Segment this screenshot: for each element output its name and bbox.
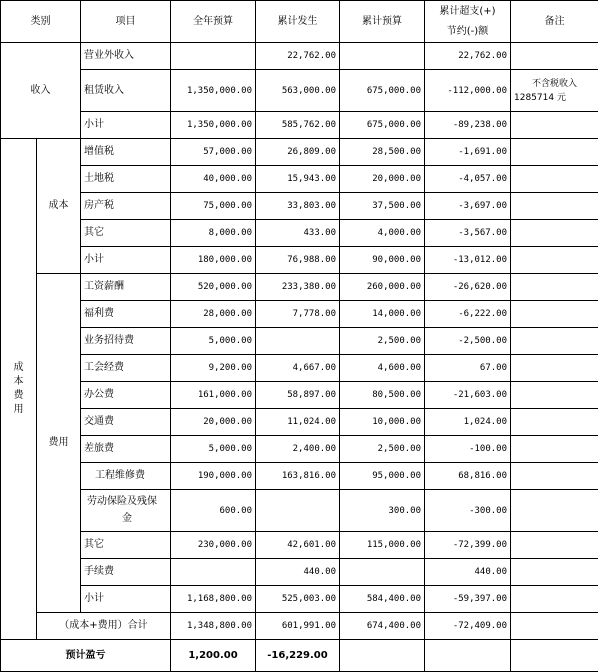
row-item: 租赁收入 — [81, 70, 171, 112]
row-item: 小计 — [81, 247, 171, 274]
row-actual: 58,897.00 — [256, 382, 340, 409]
row-remark — [511, 193, 598, 220]
table-row — [1, 559, 598, 586]
row-budget: 80,500.00 — [340, 382, 425, 409]
row-remark — [511, 586, 598, 613]
row-annual: 20,000.00 — [171, 409, 256, 436]
row-annual: 190,000.00 — [171, 463, 256, 490]
row-annual: 161,000.00 — [171, 382, 256, 409]
row-item — [81, 490, 171, 532]
row-annual: 57,000.00 — [171, 139, 256, 166]
row-variance: 67.00 — [425, 355, 511, 382]
total-annual: 1,348,800.00 — [171, 613, 256, 640]
row-budget: 675,000.00 — [340, 112, 425, 139]
row-actual: 440.00 — [256, 559, 340, 586]
row-variance: 68,816.00 — [425, 463, 511, 490]
table-row — [1, 436, 598, 463]
row-item: 手续费 — [81, 559, 171, 586]
table-row — [1, 112, 598, 139]
row-actual: 433.00 — [256, 220, 340, 247]
cost-expense-char: 费 — [13, 390, 24, 401]
row-actual — [256, 328, 340, 355]
row-item: 土地税 — [81, 166, 171, 193]
header-cumulative-budget: 累计预算 — [340, 1, 425, 43]
row-budget: 4,600.00 — [340, 355, 425, 382]
profit-remark — [511, 640, 598, 672]
row-annual: 1,350,000.00 — [171, 70, 256, 112]
row-item: 业务招待费 — [81, 328, 171, 355]
row-budget: 95,000.00 — [340, 463, 425, 490]
row-remark — [511, 43, 598, 70]
total-actual: 601,991.00 — [256, 613, 340, 640]
row-budget: 2,500.00 — [340, 328, 425, 355]
table-row — [1, 328, 598, 355]
table-row — [1, 613, 598, 640]
row-item: 小计 — [81, 112, 171, 139]
row-actual: 7,778.00 — [256, 301, 340, 328]
remark-line2: 1285714 元 — [514, 92, 566, 103]
row-variance: -21,603.00 — [425, 382, 511, 409]
row-item: 福利费 — [81, 301, 171, 328]
row-item: 营业外收入 — [81, 43, 171, 70]
row-remark — [511, 490, 598, 532]
row-budget: 37,500.00 — [340, 193, 425, 220]
row-variance: -3,697.00 — [425, 193, 511, 220]
profit-variance — [425, 640, 511, 672]
row-remark — [511, 139, 598, 166]
table-row — [1, 220, 598, 247]
row-remark — [511, 220, 598, 247]
header-row — [1, 1, 598, 43]
profit-label: 预计盈亏 — [1, 640, 171, 672]
row-actual: 525,003.00 — [256, 586, 340, 613]
row-variance: -300.00 — [425, 490, 511, 532]
row-actual: 4,667.00 — [256, 355, 340, 382]
total-label: （成本+费用）合计 — [37, 613, 171, 640]
row-budget — [340, 43, 425, 70]
row-variance: 22,762.00 — [425, 43, 511, 70]
row-actual — [256, 490, 340, 532]
row-variance: -3,567.00 — [425, 220, 511, 247]
row-remark — [511, 559, 598, 586]
row-actual: 26,809.00 — [256, 139, 340, 166]
row-budget: 4,000.00 — [340, 220, 425, 247]
row-remark — [511, 436, 598, 463]
row-actual: 42,601.00 — [256, 532, 340, 559]
header-variance-line1: 累计超支(+) — [439, 5, 496, 17]
row-remark — [511, 409, 598, 436]
row-actual: 585,762.00 — [256, 112, 340, 139]
row-remark — [511, 328, 598, 355]
row-variance: -6,222.00 — [425, 301, 511, 328]
row-annual: 28,000.00 — [171, 301, 256, 328]
row-item: 小计 — [81, 586, 171, 613]
row-actual: 163,816.00 — [256, 463, 340, 490]
row-actual: 563,000.00 — [256, 70, 340, 112]
row-remark — [511, 247, 598, 274]
cost-expense-char: 成 — [13, 362, 24, 373]
row-annual: 75,000.00 — [171, 193, 256, 220]
row-budget: 260,000.00 — [340, 274, 425, 301]
row-actual: 15,943.00 — [256, 166, 340, 193]
row-annual — [171, 559, 256, 586]
header-item: 项目 — [81, 1, 171, 43]
row-annual: 9,200.00 — [171, 355, 256, 382]
row-annual: 600.00 — [171, 490, 256, 532]
row-budget: 584,400.00 — [340, 586, 425, 613]
row-item: 交通费 — [81, 409, 171, 436]
table-row — [1, 382, 598, 409]
row-budget: 28,500.00 — [340, 139, 425, 166]
row-remark — [511, 70, 598, 112]
cost-expense-char: 用 — [13, 404, 24, 415]
table-row — [1, 586, 598, 613]
row-variance: 440.00 — [425, 559, 511, 586]
table-row — [1, 139, 598, 166]
table-row — [1, 70, 598, 112]
row-variance: -1,691.00 — [425, 139, 511, 166]
row-variance: -59,397.00 — [425, 586, 511, 613]
cost-subcategory-label: 成本 — [37, 139, 81, 274]
row-budget: 14,000.00 — [340, 301, 425, 328]
row-remark — [511, 112, 598, 139]
profit-budget — [340, 640, 425, 672]
row-remark — [511, 613, 598, 640]
cost-expense-category-label — [1, 139, 37, 640]
row-annual: 5,000.00 — [171, 328, 256, 355]
row-item-line1: 劳动保险及残保 — [87, 496, 157, 507]
table-row — [1, 355, 598, 382]
header-cumulative-actual: 累计发生 — [256, 1, 340, 43]
row-variance: -4,057.00 — [425, 166, 511, 193]
row-variance: -26,620.00 — [425, 274, 511, 301]
row-budget: 20,000.00 — [340, 166, 425, 193]
row-annual: 40,000.00 — [171, 166, 256, 193]
remark-line1: 不含税收入 — [531, 78, 577, 89]
row-annual: 5,000.00 — [171, 436, 256, 463]
row-annual: 1,350,000.00 — [171, 112, 256, 139]
row-item: 工会经费 — [81, 355, 171, 382]
row-annual: 180,000.00 — [171, 247, 256, 274]
total-variance: -72,409.00 — [425, 613, 511, 640]
row-budget: 10,000.00 — [340, 409, 425, 436]
row-actual: 2,400.00 — [256, 436, 340, 463]
header-variance-line2: 节约(-)额 — [446, 25, 489, 37]
row-remark — [511, 463, 598, 490]
row-actual: 22,762.00 — [256, 43, 340, 70]
row-variance: -72,399.00 — [425, 532, 511, 559]
row-annual — [171, 43, 256, 70]
expense-subcategory-label: 费用 — [37, 274, 81, 613]
income-category-label: 收入 — [1, 43, 81, 139]
row-remark — [511, 301, 598, 328]
row-item: 其它 — [81, 220, 171, 247]
row-variance: -13,012.00 — [425, 247, 511, 274]
row-budget: 675,000.00 — [340, 70, 425, 112]
row-budget: 90,000.00 — [340, 247, 425, 274]
table-row — [1, 463, 598, 490]
row-remark — [511, 532, 598, 559]
row-remark — [511, 382, 598, 409]
row-actual: 11,024.00 — [256, 409, 340, 436]
row-actual: 33,803.00 — [256, 193, 340, 220]
row-item: 工程维修费 — [81, 463, 171, 490]
row-variance: 1,024.00 — [425, 409, 511, 436]
profit-annual: 1,200.00 — [171, 640, 256, 672]
row-annual: 8,000.00 — [171, 220, 256, 247]
row-annual: 520,000.00 — [171, 274, 256, 301]
header-variance — [425, 1, 511, 43]
row-budget: 2,500.00 — [340, 436, 425, 463]
table-row — [1, 166, 598, 193]
table-row — [1, 490, 598, 532]
header-category: 类别 — [1, 1, 81, 43]
row-item: 差旅费 — [81, 436, 171, 463]
row-item: 增值税 — [81, 139, 171, 166]
table-row — [1, 640, 598, 672]
row-budget: 115,000.00 — [340, 532, 425, 559]
row-item: 其它 — [81, 532, 171, 559]
profit-actual: -16,229.00 — [256, 640, 340, 672]
row-actual: 233,380.00 — [256, 274, 340, 301]
row-variance: -89,238.00 — [425, 112, 511, 139]
table-row — [1, 247, 598, 274]
header-remarks: 备注 — [511, 1, 598, 43]
table-row — [1, 274, 598, 301]
table-row — [1, 43, 598, 70]
row-variance: -112,000.00 — [425, 70, 511, 112]
row-remark — [511, 355, 598, 382]
table-row — [1, 409, 598, 436]
row-annual: 1,168,800.00 — [171, 586, 256, 613]
total-budget: 674,400.00 — [340, 613, 425, 640]
table-row — [1, 193, 598, 220]
table-row — [1, 301, 598, 328]
row-variance: -2,500.00 — [425, 328, 511, 355]
row-annual: 230,000.00 — [171, 532, 256, 559]
row-item: 房产税 — [81, 193, 171, 220]
row-item: 工资薪酬 — [81, 274, 171, 301]
cost-expense-char: 本 — [13, 376, 24, 387]
row-item-line2: 金 — [122, 513, 132, 524]
row-budget — [340, 559, 425, 586]
row-remark — [511, 166, 598, 193]
row-budget: 300.00 — [340, 490, 425, 532]
row-variance: -100.00 — [425, 436, 511, 463]
row-remark — [511, 274, 598, 301]
header-annual-budget: 全年预算 — [171, 1, 256, 43]
row-actual: 76,988.00 — [256, 247, 340, 274]
table-row — [1, 532, 598, 559]
row-item: 办公费 — [81, 382, 171, 409]
